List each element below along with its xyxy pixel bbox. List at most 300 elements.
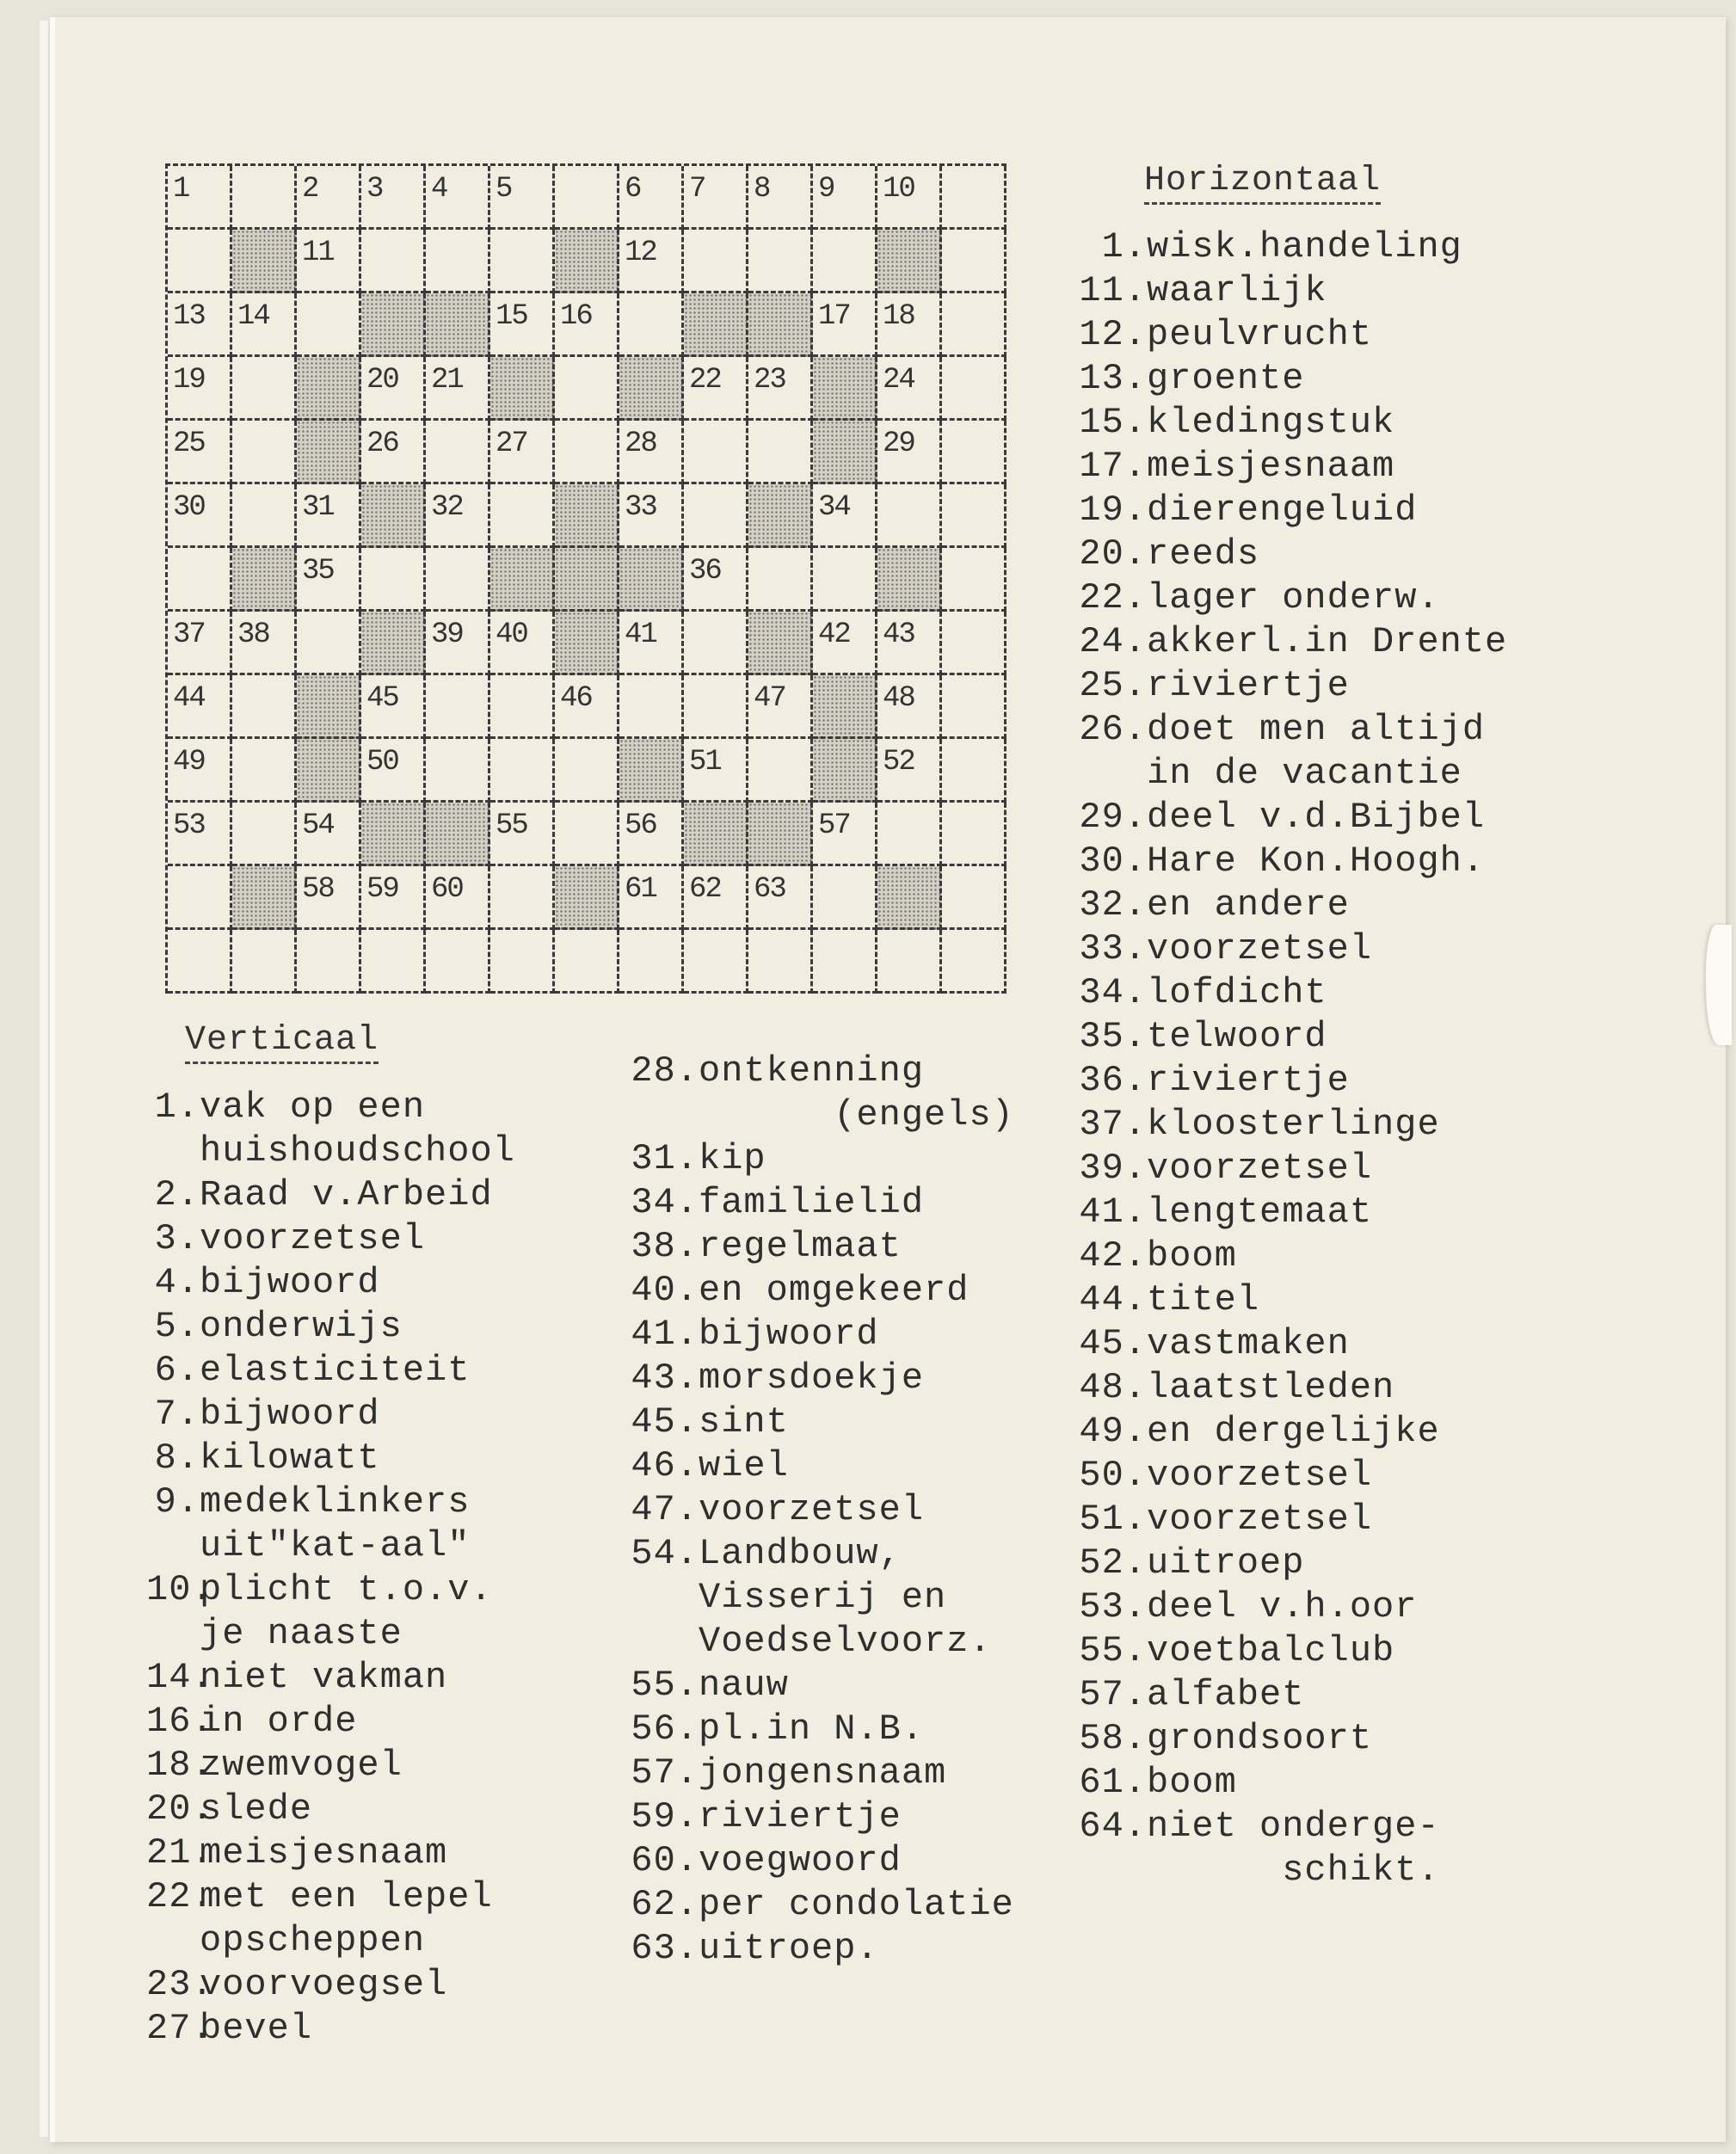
grid-cell <box>684 930 748 994</box>
clue-line <box>1074 1629 1507 1673</box>
clue-line <box>1074 1059 1507 1103</box>
grid-cell <box>619 421 684 484</box>
grid-cell <box>877 166 942 230</box>
grid-cell-number: 58 <box>302 873 334 906</box>
clue-line <box>1074 1410 1507 1454</box>
horizontal-heading: Horizontaal <box>1144 162 1381 205</box>
grid-cell <box>490 739 555 803</box>
clue-number: 7. <box>154 1394 200 1435</box>
grid-cell-number: 56 <box>625 809 656 842</box>
grid-cell <box>232 803 297 866</box>
grid-cell-shaded <box>748 293 813 357</box>
clue-number: 50. <box>1079 1455 1147 1496</box>
clue-text: bijwoord <box>200 1262 380 1303</box>
grid-cell <box>877 930 942 994</box>
clue-text: voorzetsel <box>1147 1499 1373 1540</box>
clue-line <box>1074 883 1507 927</box>
grid-cell-number: 6 <box>625 173 641 206</box>
clue-line <box>1074 1585 1507 1629</box>
clue-text: groente <box>1147 358 1305 399</box>
grid-cell <box>813 166 877 230</box>
clue-text: niet onderge- <box>1147 1806 1440 1847</box>
grid-cell <box>426 675 490 739</box>
grid-cell-number: 37 <box>173 619 205 651</box>
grid-cell-number: 25 <box>173 428 205 460</box>
clue-line <box>1074 1761 1507 1805</box>
grid-cell <box>168 484 232 548</box>
grid-cell-number: 30 <box>173 491 205 524</box>
clue-line <box>146 1524 515 1568</box>
clue-text: Landbouw, <box>699 1533 902 1574</box>
clue-text: kip <box>699 1138 766 1179</box>
clue-number: 2. <box>154 1174 200 1215</box>
clue-number: 31. <box>631 1138 699 1179</box>
clue-number: 60. <box>631 1840 699 1881</box>
clue-line <box>630 1093 1014 1137</box>
clue-line <box>630 1400 1014 1444</box>
clue-text: onderwijs <box>200 1306 403 1347</box>
grid-cell <box>942 230 1007 293</box>
grid-cell-shaded <box>748 612 813 675</box>
grid-cell-number: 38 <box>237 619 269 651</box>
clue-text: je naaste <box>200 1613 403 1654</box>
clue-number: 56. <box>631 1708 699 1750</box>
clue-text: (engels) <box>699 1094 1014 1135</box>
clue-text: bijwoord <box>699 1314 879 1355</box>
grid-cell <box>813 484 877 548</box>
grid-cell <box>748 739 813 803</box>
grid-cell-number: 4 <box>431 173 447 206</box>
grid-cell-number: 24 <box>883 364 914 397</box>
grid-cell-number: 32 <box>431 491 463 524</box>
clue-number: 16. <box>146 1701 214 1742</box>
grid-cell <box>426 484 490 548</box>
clue-text: voorzetsel <box>699 1489 925 1530</box>
grid-cell <box>361 230 426 293</box>
clue-line <box>146 1875 515 1919</box>
grid-cell-number: 8 <box>754 173 770 206</box>
grid-cell <box>168 866 232 930</box>
grid-cell <box>426 930 490 994</box>
clue-number: 47. <box>631 1489 699 1530</box>
grid-cell-number: 17 <box>818 300 850 333</box>
grid-cell-shaded <box>361 293 426 357</box>
clue-text: vastmaken <box>1147 1323 1350 1364</box>
grid-cell <box>684 484 748 548</box>
clue-text: meisjesnaam <box>200 1832 448 1874</box>
clue-text: kledingstuk <box>1147 402 1395 443</box>
grid-cell <box>297 548 361 612</box>
clue-line <box>1074 1322 1507 1366</box>
clue-line <box>630 1620 1014 1664</box>
clue-line <box>1074 620 1507 664</box>
grid-cell <box>619 803 684 866</box>
clue-text: opscheppen <box>200 1920 426 1961</box>
grid-cell-number: 29 <box>883 428 914 460</box>
grid-cell-number: 40 <box>496 619 527 651</box>
grid-cell-number: 26 <box>366 428 398 460</box>
clue-text: dierengeluid <box>1147 489 1418 531</box>
grid-cell-shaded <box>297 675 361 739</box>
clue-line <box>146 1261 515 1305</box>
grid-cell-number: 59 <box>366 873 398 906</box>
clue-line <box>630 1883 1014 1927</box>
clue-number: 55. <box>631 1665 699 1706</box>
grid-cell-number: 47 <box>754 682 785 715</box>
clue-text: telwoord <box>1147 1016 1327 1057</box>
clue-text: voetbalclub <box>1147 1630 1395 1671</box>
clue-number: 13. <box>1079 358 1147 399</box>
clue-number: 59. <box>631 1796 699 1837</box>
clue-line <box>630 1576 1014 1620</box>
grid-cell-shaded <box>361 803 426 866</box>
grid-cell <box>942 612 1007 675</box>
grid-cell <box>942 293 1007 357</box>
grid-cell-shaded <box>619 357 684 421</box>
clue-number: 44. <box>1079 1279 1147 1320</box>
clue-number: 20. <box>1079 533 1147 575</box>
grid-cell <box>813 612 877 675</box>
grid-cell <box>684 421 748 484</box>
grid-cell <box>297 230 361 293</box>
grid-cell <box>490 421 555 484</box>
clue-text: alfabet <box>1147 1674 1305 1715</box>
paper-edge <box>40 21 48 2137</box>
crossword-grid <box>165 163 1007 994</box>
grid-cell <box>361 675 426 739</box>
clue-text: lager onderw. <box>1147 577 1440 619</box>
clue-number: 37. <box>1079 1104 1147 1145</box>
grid-cell <box>426 357 490 421</box>
clue-number: 11. <box>1079 270 1147 311</box>
clue-line <box>1074 708 1507 752</box>
grid-cell <box>942 421 1007 484</box>
grid-cell-number: 51 <box>689 746 721 779</box>
clue-text: uitroep <box>1147 1542 1305 1584</box>
clue-line <box>1074 269 1507 313</box>
grid-cell <box>748 548 813 612</box>
grid-cell-number: 31 <box>302 491 334 524</box>
grid-cell-number: 49 <box>173 746 205 779</box>
clue-line <box>146 1480 515 1524</box>
grid-cell <box>490 484 555 548</box>
clue-text: uit"kat-aal" <box>200 1525 471 1566</box>
clue-number: 52. <box>1079 1542 1147 1584</box>
grid-cell-shaded <box>361 612 426 675</box>
grid-cell <box>942 484 1007 548</box>
grid-cell <box>942 357 1007 421</box>
grid-cell <box>297 612 361 675</box>
clue-text: wisk.handeling <box>1147 226 1462 268</box>
clue-number: 49. <box>1079 1411 1147 1452</box>
grid-cell <box>426 612 490 675</box>
grid-cell <box>232 612 297 675</box>
grid-cell-shaded <box>748 484 813 548</box>
clue-text: voorzetsel <box>200 1218 426 1259</box>
grid-cell-number: 13 <box>173 300 205 333</box>
clue-line <box>146 1437 515 1480</box>
grid-cell-number: 35 <box>302 555 334 588</box>
grid-cell <box>684 612 748 675</box>
grid-cell <box>168 357 232 421</box>
grid-cell-shaded <box>813 675 877 739</box>
grid-cell <box>168 739 232 803</box>
grid-cell <box>877 484 942 548</box>
clue-text: bevel <box>200 2008 313 2049</box>
grid-cell <box>168 230 232 293</box>
clue-line <box>1074 401 1507 445</box>
clue-number: 63. <box>631 1928 699 1969</box>
grid-cell <box>297 166 361 230</box>
clue-line <box>1074 225 1507 269</box>
clue-text: Voedselvoorz. <box>699 1621 992 1662</box>
grid-cell <box>942 866 1007 930</box>
grid-cell-number: 34 <box>818 491 850 524</box>
grid-cell-shaded <box>232 548 297 612</box>
grid-cell <box>168 166 232 230</box>
clue-number: 58. <box>1079 1718 1147 1759</box>
grid-cell-shaded <box>555 548 619 612</box>
grid-cell-number: 28 <box>625 428 656 460</box>
grid-cell <box>877 739 942 803</box>
clue-text: lofdicht <box>1147 972 1327 1013</box>
grid-cell <box>555 357 619 421</box>
grid-cell-shaded <box>813 421 877 484</box>
grid-cell-shaded <box>555 866 619 930</box>
grid-cell-number: 19 <box>173 364 205 397</box>
grid-cell <box>426 230 490 293</box>
clue-number: 45. <box>631 1401 699 1443</box>
clue-number: 39. <box>1079 1148 1147 1189</box>
grid-cell-number: 9 <box>818 173 834 206</box>
grid-cell-number: 39 <box>431 619 463 651</box>
clue-line <box>146 1831 515 1875</box>
clue-line <box>1074 576 1507 620</box>
clue-text: per condolatie <box>699 1884 1014 1925</box>
grid-cell-shaded <box>297 739 361 803</box>
grid-cell-number: 12 <box>625 237 656 269</box>
clue-line <box>1074 796 1507 840</box>
clue-number: 45. <box>1079 1323 1147 1364</box>
clue-number: 41. <box>631 1314 699 1355</box>
grid-cell-shaded <box>361 484 426 548</box>
grid-cell-shaded <box>877 866 942 930</box>
clue-number: 34. <box>1079 972 1147 1013</box>
clue-number: 36. <box>1079 1060 1147 1101</box>
clue-text: grondsoort <box>1147 1718 1373 1759</box>
clue-text: medeklinkers <box>200 1481 471 1523</box>
grid-cell <box>168 803 232 866</box>
clue-text: morsdoekje <box>699 1357 925 1399</box>
grid-cell-number: 41 <box>625 619 656 651</box>
clue-line <box>1074 664 1507 708</box>
grid-cell <box>942 739 1007 803</box>
grid-cell-number: 2 <box>302 173 318 206</box>
clue-line <box>146 1568 515 1612</box>
vertical-clues-col2 <box>630 1049 1014 1971</box>
clue-text: waarlijk <box>1147 270 1327 311</box>
clue-line <box>630 1664 1014 1708</box>
clue-number: 27. <box>146 2008 214 2049</box>
grid-cell-number: 55 <box>496 809 527 842</box>
clue-text: voorzetsel <box>1147 928 1373 969</box>
grid-cell <box>555 675 619 739</box>
grid-cell <box>942 803 1007 866</box>
grid-cell-number: 53 <box>173 809 205 842</box>
clue-number: 23. <box>146 1964 214 2005</box>
grid-cell <box>942 166 1007 230</box>
clue-number: 34. <box>631 1182 699 1223</box>
clue-text: Visserij en <box>699 1577 947 1618</box>
grid-cell <box>619 675 684 739</box>
clue-line <box>146 1173 515 1217</box>
grid-cell-shaded <box>684 293 748 357</box>
grid-cell <box>684 675 748 739</box>
clue-text: Hare Kon.Hoogh. <box>1147 840 1486 882</box>
clue-line <box>146 1656 515 1700</box>
grid-cell <box>684 166 748 230</box>
clue-line <box>146 1700 515 1744</box>
clue-number: 15. <box>1079 402 1147 443</box>
grid-cell-shaded <box>426 803 490 866</box>
grid-cell <box>813 293 877 357</box>
grid-cell <box>490 230 555 293</box>
clue-number: 64. <box>1079 1806 1147 1847</box>
grid-cell-number: 63 <box>754 873 785 906</box>
grid-cell <box>684 357 748 421</box>
clue-line <box>146 1963 515 2007</box>
clue-text: met een lepel <box>200 1876 493 1917</box>
clue-line <box>1074 1366 1507 1410</box>
grid-cell <box>555 293 619 357</box>
clue-number: 22. <box>1079 577 1147 619</box>
grid-cell <box>748 675 813 739</box>
clue-line <box>630 1137 1014 1181</box>
grid-cell-number: 22 <box>689 364 721 397</box>
clue-line <box>1074 445 1507 489</box>
grid-cell <box>297 930 361 994</box>
clue-line <box>630 1313 1014 1357</box>
grid-cell <box>684 230 748 293</box>
grid-cell-number: 45 <box>366 682 398 715</box>
grid-cell <box>426 166 490 230</box>
grid-cell <box>877 675 942 739</box>
vertical-heading: Verticaal <box>185 1021 379 1064</box>
clue-number: 35. <box>1079 1016 1147 1057</box>
grid-cell <box>555 803 619 866</box>
grid-cell <box>361 866 426 930</box>
clue-number: 1. <box>154 1086 200 1128</box>
clue-line <box>146 1129 515 1173</box>
grid-cell-shaded <box>232 230 297 293</box>
clue-text: titel <box>1147 1279 1260 1320</box>
clue-number: 57. <box>631 1752 699 1794</box>
clue-text: bijwoord <box>200 1394 380 1435</box>
clue-line <box>1074 1542 1507 1585</box>
clue-text: peulvrucht <box>1147 314 1373 355</box>
clue-text: riviertje <box>1147 1060 1350 1101</box>
grid-cell <box>490 930 555 994</box>
clue-line <box>630 1532 1014 1576</box>
clue-number: 51. <box>1079 1499 1147 1540</box>
clue-text: riviertje <box>1147 665 1350 706</box>
grid-cell-number: 23 <box>754 364 785 397</box>
grid-cell <box>813 803 877 866</box>
clue-number: 33. <box>1079 928 1147 969</box>
grid-cell <box>684 866 748 930</box>
clue-line <box>1074 1717 1507 1761</box>
grid-cell-number: 43 <box>883 619 914 651</box>
clue-number: 46. <box>631 1445 699 1486</box>
clue-text: niet vakman <box>200 1657 448 1698</box>
clue-line <box>630 1927 1014 1971</box>
grid-cell <box>297 293 361 357</box>
grid-cell <box>232 675 297 739</box>
clue-text: laatstleden <box>1147 1367 1395 1408</box>
grid-cell-number: 36 <box>689 555 721 588</box>
clue-line <box>630 1181 1014 1225</box>
grid-cell <box>942 548 1007 612</box>
clue-text: boom <box>1147 1762 1237 1803</box>
grid-cell-number: 61 <box>625 873 656 906</box>
clue-number: 18. <box>146 1745 214 1786</box>
grid-cell <box>748 230 813 293</box>
grid-cell-shaded <box>555 612 619 675</box>
grid-cell-shaded <box>232 866 297 930</box>
grid-cell <box>684 548 748 612</box>
grid-cell-number: 16 <box>560 300 592 333</box>
clue-text: deel v.h.oor <box>1147 1586 1418 1628</box>
clue-text: boom <box>1147 1235 1237 1277</box>
grid-cell <box>490 612 555 675</box>
grid-cell-number: 46 <box>560 682 592 715</box>
grid-cell <box>555 166 619 230</box>
clue-number: 20. <box>146 1788 214 1830</box>
grid-cell <box>297 866 361 930</box>
grid-cell-shaded <box>813 739 877 803</box>
clue-number: 43. <box>631 1357 699 1399</box>
clue-text: in de vacantie <box>1147 753 1462 794</box>
grid-cell <box>684 739 748 803</box>
clue-line <box>1074 532 1507 576</box>
grid-cell-shaded <box>555 230 619 293</box>
clue-text: sint <box>699 1401 789 1443</box>
grid-cell <box>555 739 619 803</box>
clue-line <box>146 1744 515 1788</box>
clue-text: uitroep. <box>699 1928 879 1969</box>
clue-number: 5. <box>154 1306 200 1347</box>
clue-line <box>1074 971 1507 1015</box>
grid-cell-number: 7 <box>689 173 705 206</box>
clue-number: 4. <box>154 1262 200 1303</box>
grid-cell <box>168 548 232 612</box>
clue-number: 53. <box>1079 1586 1147 1628</box>
clue-number: 48. <box>1079 1367 1147 1408</box>
grid-cell <box>942 675 1007 739</box>
grid-cell <box>619 230 684 293</box>
clue-text: voorzetsel <box>1147 1455 1373 1496</box>
clue-line <box>1074 840 1507 883</box>
clue-line <box>1074 1103 1507 1147</box>
clue-text: ontkenning <box>699 1050 925 1092</box>
grid-cell-number: 1 <box>173 173 189 206</box>
clue-line <box>146 1788 515 1831</box>
grid-cell <box>168 293 232 357</box>
grid-cell <box>232 484 297 548</box>
grid-cell-shaded <box>297 357 361 421</box>
grid-cell <box>361 739 426 803</box>
clue-line <box>1074 1278 1507 1322</box>
